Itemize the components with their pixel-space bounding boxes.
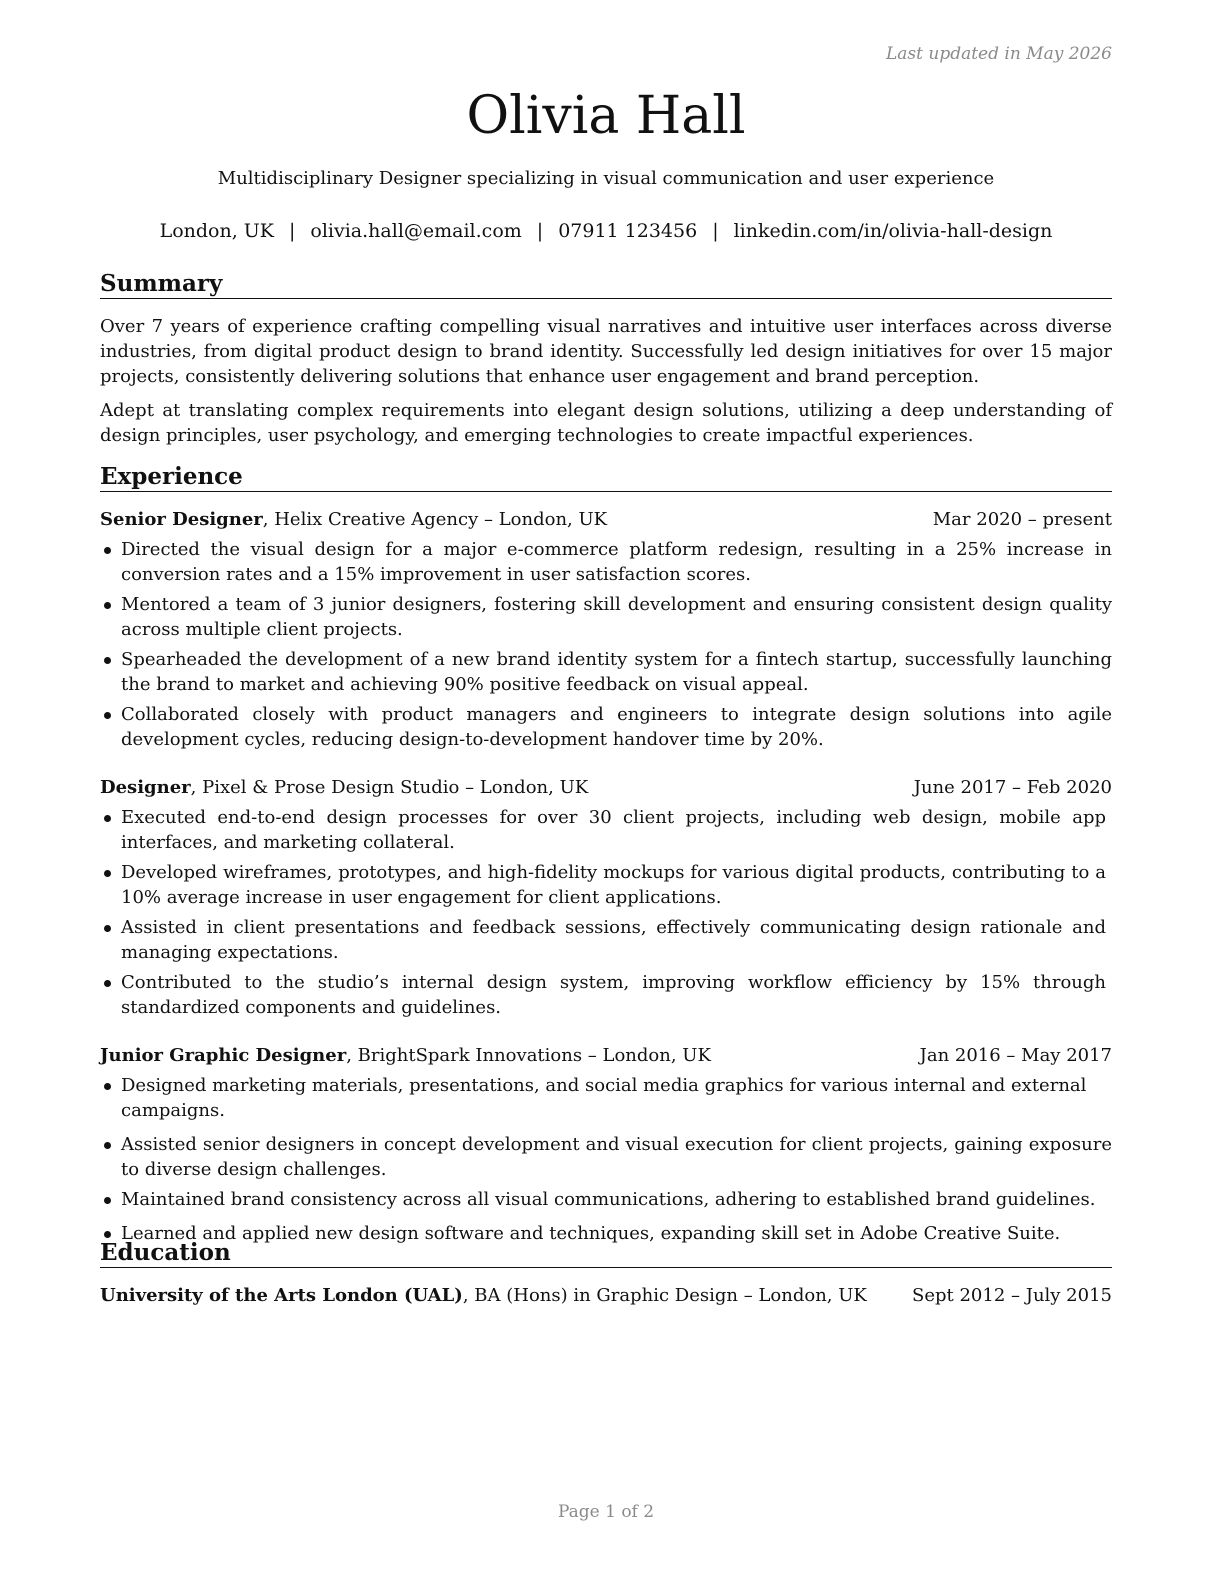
job-company: , BrightSpark Innovations – London, UK xyxy=(346,1045,711,1066)
degree: , BA (Hons) in Graphic Design – London, UK xyxy=(462,1285,867,1306)
resume-page xyxy=(100,0,1112,1584)
summary-heading: Summary xyxy=(100,270,1112,299)
list-item: Assisted in client presentations and feedback sessions, effectively communicating design rationale and managing expectations. xyxy=(100,915,1106,965)
page-number: Page 1 of 2 xyxy=(557,1502,655,1522)
contact-linkedin[interactable]: linkedin.com/in/olivia-hall-design xyxy=(733,220,1053,242)
job-header xyxy=(100,776,1112,800)
last-updated-note: Last updated in May 2026 xyxy=(885,44,1112,64)
job-bullets xyxy=(100,537,1112,757)
list-item: Developed wireframes, prototypes, and high-fidelity mockups for various digital products, contributing to a 10% average increase in user engagement for client applications. xyxy=(100,860,1106,910)
contact-location: London, UK xyxy=(159,220,274,242)
education-line xyxy=(100,1284,867,1308)
school-name: University of the Arts London (UAL) xyxy=(100,1285,463,1306)
job-company: , Pixel & Prose Design Studio – London, UK xyxy=(190,777,589,798)
job-role-line xyxy=(100,776,588,800)
contact-separator: | xyxy=(712,220,719,242)
contact-phone[interactable]: 07911 123456 xyxy=(558,220,698,242)
tagline: Multidisciplinary Designer specializing in visual communication and user experience xyxy=(217,168,995,189)
education-heading: Education xyxy=(100,1239,1112,1268)
contact-separator: | xyxy=(289,220,296,242)
list-item: Contributed to the studio’s internal design system, improving workflow efficiency by 15% through standardized components and guidelines. xyxy=(100,970,1106,1020)
summary-paragraph: Adept at translating complex requirements into elegant design solutions, utilizing a deep understanding of design principles, user psychology, and emerging technologies to create impactful experiences. xyxy=(100,400,1112,446)
list-item: Maintained brand consistency across all visual communications, adhering to established brand guidelines. xyxy=(100,1187,1112,1212)
job-role-line xyxy=(100,1044,711,1068)
list-item: Directed the visual design for a major e-commerce platform redesign, resulting in a 25% increase in conversion rates and a 15% improvement in user satisfaction scores. xyxy=(100,537,1112,587)
list-item: Executed end-to-end design processes for over 30 client projects, including web design, mobile app interfaces, and marketing collateral. xyxy=(100,805,1106,855)
candidate-name: Olivia Hall xyxy=(466,86,746,146)
list-item: Spearheaded the development of a new brand identity system for a fintech startup, successfully launching the brand to market and achieving 90% positive feedback on visual appeal. xyxy=(100,647,1112,697)
job-title: Senior Designer xyxy=(100,509,263,530)
contact-email[interactable]: olivia.hall@email.com xyxy=(310,220,522,242)
education-dates: Sept 2012 – July 2015 xyxy=(912,1285,1112,1306)
list-item: Learned and applied new design software and techniques, expanding skill set in Adobe Creative Suite. xyxy=(100,1221,1112,1246)
list-item: Assisted senior designers in concept development and visual execution for client projects, gaining exposure to diverse design challenges. xyxy=(100,1132,1112,1182)
experience-heading: Experience xyxy=(100,463,1112,492)
job-dates: Mar 2020 – present xyxy=(932,509,1112,530)
job-dates: Jan 2016 – May 2017 xyxy=(919,1045,1112,1066)
list-item: Mentored a team of 3 junior designers, fostering skill development and ensuring consistent design quality across multiple client projects. xyxy=(100,592,1112,642)
job-dates: June 2017 – Feb 2020 xyxy=(913,777,1112,798)
job-bullets xyxy=(100,805,1106,1025)
education-entry xyxy=(100,1284,1112,1308)
job-header xyxy=(100,1044,1112,1068)
job-bullets xyxy=(100,1073,1112,1251)
job-company: , Helix Creative Agency – London, UK xyxy=(262,509,608,530)
job-title: Designer xyxy=(100,777,191,798)
contact-line xyxy=(100,219,1112,243)
job-role-line xyxy=(100,508,607,532)
list-item: Collaborated closely with product managers and engineers to integrate design solutions into agile development cycles, reducing design-to-development handover time by 20%. xyxy=(100,702,1112,752)
summary-paragraph: Over 7 years of experience crafting compelling visual narratives and intuitive user interfaces across diverse industries, from digital product design to brand identity. Successfully led design initiatives for over 15 major projects, consistently delivering solutions that enhance user engagement and brand perception. xyxy=(100,316,1112,387)
job-title: Junior Graphic Designer xyxy=(100,1045,347,1066)
job-header xyxy=(100,508,1112,532)
contact-separator: | xyxy=(536,220,544,242)
list-item: Designed marketing materials, presentations, and social media graphics for various internal and external campaigns. xyxy=(100,1073,1112,1123)
